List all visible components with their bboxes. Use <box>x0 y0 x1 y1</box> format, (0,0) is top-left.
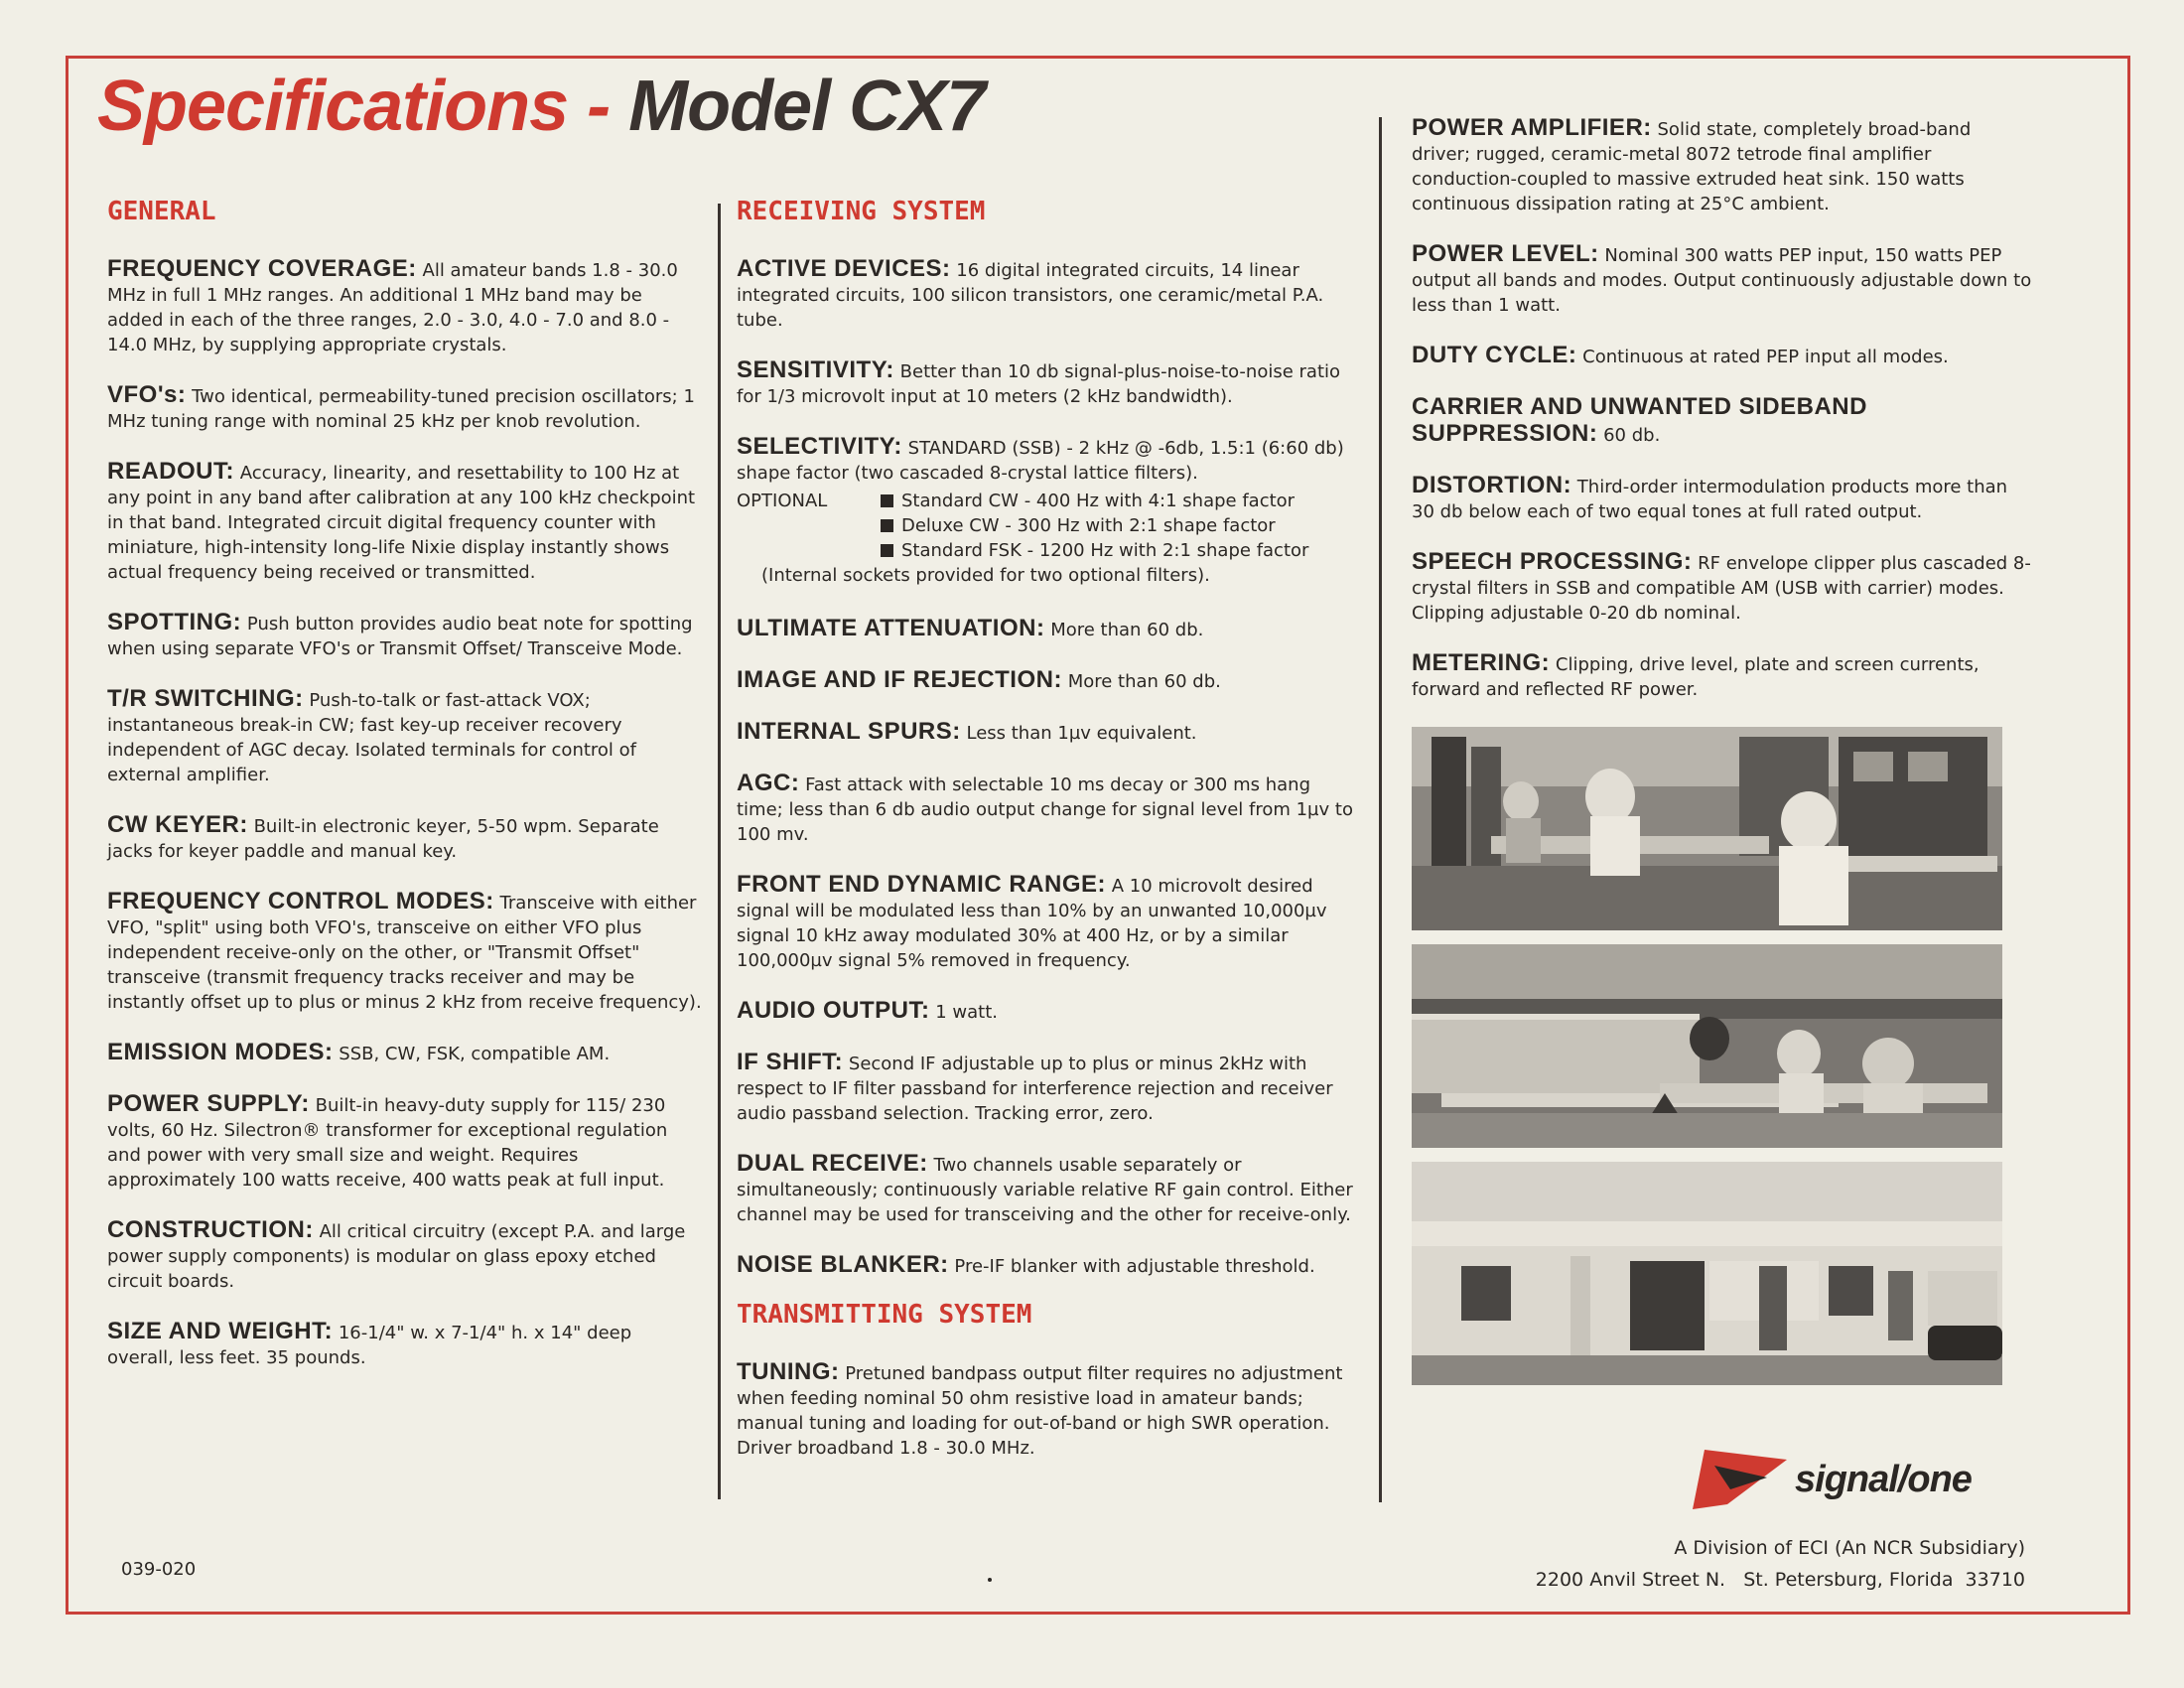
general-spec-entry-text: Accuracy, linearity, and resettability to 100 Hz at any point in any band after calibration at any 100 kHz checkpoint in that band. Integrated circuit digital frequency counter with miniature, high-intensity long-life Nixie display instantly shows actual frequency being received or transmitted. <box>107 463 696 583</box>
transmitter-spec-entry-text: Nominal 300 watts PEP input, 150 watts PEP output all bands and modes. Output continuously adjustable down to less than 1 watt. <box>1412 245 2032 316</box>
receiving-spec-entry-label: NOISE BLANKER: <box>737 1251 949 1278</box>
bullet-square-icon <box>881 544 893 557</box>
transmitter-spec-entry-label: METERING: <box>1412 649 1551 676</box>
optional-filter-text: Standard FSK - 1200 Hz with 2:1 shape factor <box>901 540 1309 561</box>
transmitting-spec-list <box>737 1359 1362 1461</box>
optional-note: (Internal sockets provided for two optional filters). <box>761 565 1210 586</box>
general-spec-entry-label: FREQUENCY COVERAGE: <box>107 255 417 282</box>
general-spec-entry <box>107 382 703 434</box>
general-spec-entry-text: Built-in heavy-duty supply for 115/ 230 volts, 60 Hz. Silectron® transformer for exceptional regulation and power with very small size and weight. Requires approximately 100 watts receive, 400 watts peak at full input. <box>107 1095 668 1191</box>
general-spec-entry-text: All critical circuitry (except P.A. and large power supply components) is modular on glass epoxy etched circuit boards. <box>107 1221 686 1292</box>
catalog-code: 039-020 <box>121 1559 197 1580</box>
receiving-spec-entry-label: AUDIO OUTPUT: <box>737 997 930 1024</box>
transmitter-spec-entry <box>1412 650 2032 702</box>
assembly-line-photo <box>1412 944 2002 1148</box>
general-spec-entry-label: EMISSION MODES: <box>107 1039 334 1065</box>
receiving-spec-list-a <box>737 256 1362 486</box>
transmitting-spec-entry <box>737 1359 1362 1461</box>
general-spec-entry-text: All amateur bands 1.8 - 30.0 MHz in full 1 MHz ranges. An additional 1 MHz band may be added in each of the three ranges, 2.0 - 3.0, 4.0 - 7.0 and 8.0 - 14.0 MHz, by supplying appropriate crystals. <box>107 260 678 355</box>
transmitter-spec-entry <box>1412 343 2032 369</box>
transmitter-spec-entry <box>1412 549 2032 626</box>
receiving-spec-entry <box>737 998 1362 1025</box>
receiving-spec-entry-text: A 10 microvolt desired signal will be modulated less than 10% by an unwanted 10,000µv signal 10 kHz away modulated 30% at 400 Hz, or by a similar 100,000µv signal 5% removed in frequency. <box>737 876 1327 971</box>
transmitter-spec-entry <box>1412 473 2032 524</box>
general-spec-entry-text: Push-to-talk or fast-attack VOX; instantaneous break-in CW; fast key-up receiver recovery independent of AGC decay. Isolated terminals for control of external amplifier. <box>107 690 637 785</box>
transmitter-spec-entry-label: CARRIER AND UNWANTED SIDEBAND SUPPRESSION: <box>1412 393 1867 447</box>
receiving-spec-entry-label: FRONT END DYNAMIC RANGE: <box>737 871 1106 898</box>
signal-one-logo <box>1693 1450 1972 1509</box>
receiving-spec-entry-text: More than 60 db. <box>1067 671 1221 692</box>
general-spec-entry <box>107 889 703 1015</box>
general-heading: GENERAL <box>107 197 216 226</box>
receiving-spec-entry-label: IF SHIFT: <box>737 1049 844 1075</box>
transmitter-spec-entry-text: Third-order intermodulation products more than 30 db below each of two equal tones at full rated output. <box>1412 477 2008 522</box>
general-spec-entry-label: SIZE AND WEIGHT: <box>107 1318 334 1344</box>
general-spec-entry-text: Two identical, permeability-tuned precision oscillators; 1 MHz tuning range with nominal 25 kHz per knob revolution. <box>107 386 695 432</box>
general-spec-entry-text: Push button provides audio beat note for spotting when using separate VFO's or Transmit Offset/ Transceive Mode. <box>107 614 693 659</box>
transmitter-spec-entry <box>1412 241 2032 318</box>
optional-label: OPTIONAL <box>737 491 828 511</box>
general-spec-entry-label: POWER SUPPLY: <box>107 1090 310 1117</box>
optional-filter-text: Deluxe CW - 300 Hz with 2:1 shape factor <box>901 515 1276 536</box>
receiving-spec-entry <box>737 719 1362 746</box>
receiving-spec-entry <box>737 771 1362 847</box>
optional-filter-item <box>881 538 1308 563</box>
general-spec-entry-text: Transceive with either VFO, "split" using both VFO's, transceive on either VFO plus independent receive-only on the other, or "Transmit Offset" transceive (transmit frequency tracks receiver and may be instantly offset up to plus or minus 2 kHz from receive frequency). <box>107 893 702 1013</box>
bullet-square-icon <box>881 519 893 532</box>
receiving-spec-entry-label: ULTIMATE ATTENUATION: <box>737 615 1045 641</box>
receiving-spec-entry <box>737 1151 1362 1227</box>
address-line: 2200 Anvil Street N. St. Petersburg, Florida 33710 <box>1535 1569 2025 1591</box>
general-spec-entry <box>107 812 703 864</box>
optional-filters <box>737 489 1362 588</box>
transmitter-column <box>1412 115 2032 1399</box>
receiving-spec-entry-text: Fast attack with selectable 10 ms decay or 300 ms hang time; less than 6 db audio output change for signal level from 1µv to 100 mv. <box>737 774 1353 845</box>
receiving-spec-list-b <box>737 616 1362 1279</box>
transmitting-heading: TRANSMITTING SYSTEM <box>737 1300 1032 1330</box>
transmitter-spec-entry <box>1412 115 2032 216</box>
transmitter-spec-list <box>1412 115 2032 702</box>
general-spec-entry-label: VFO's: <box>107 381 187 408</box>
transmitter-spec-entry-text: RF envelope clipper plus cascaded 8-crystal filters in SSB and compatible AM (USB with carrier) modes. Clipping adjustable 0-20 db nominal. <box>1412 553 2031 624</box>
general-spec-entry-label: CONSTRUCTION: <box>107 1216 314 1243</box>
general-spec-entry-text: 16-1/4" w. x 7-1/4" h. x 14" deep overall, less feet. 35 pounds. <box>107 1323 632 1368</box>
receiving-spec-entry <box>737 1252 1362 1279</box>
lab-photo <box>1412 727 2002 930</box>
general-spec-list <box>107 256 703 1370</box>
receiving-spec-entry-text: Pre-IF blanker with adjustable threshold. <box>954 1256 1315 1277</box>
receiving-spec-entry <box>737 256 1362 333</box>
general-spec-entry <box>107 610 703 661</box>
print-dot <box>988 1578 992 1582</box>
general-spec-entry-label: T/R SWITCHING: <box>107 685 304 712</box>
receiving-spec-entry-label: ACTIVE DEVICES: <box>737 255 951 282</box>
general-spec-entry <box>107 1319 703 1370</box>
receiving-spec-entry <box>737 616 1362 642</box>
logo-text: signal/one <box>1795 1458 1972 1500</box>
general-spec-entry-text: Built-in electronic keyer, 5-50 wpm. Separate jacks for keyer paddle and manual key. <box>107 816 659 862</box>
division-line: A Division of ECI (An NCR Subsidiary) <box>1674 1537 2025 1559</box>
transmitter-spec-entry <box>1412 394 2032 448</box>
transmitter-spec-entry-label: DUTY CYCLE: <box>1412 342 1577 368</box>
general-spec-entry <box>107 1217 703 1294</box>
receiving-spec-entry-label: SELECTIVITY: <box>737 433 902 460</box>
page-title <box>97 66 985 147</box>
receiving-spec-entry-label: IMAGE AND IF REJECTION: <box>737 666 1062 693</box>
receiving-spec-entry <box>737 667 1362 694</box>
general-spec-entry-label: READOUT: <box>107 458 234 485</box>
receiving-spec-entry-label: DUAL RECEIVE: <box>737 1150 928 1177</box>
receiving-spec-entry-text: Two channels usable separately or simultaneously; continuously variable relative RF gain control. Either channel may be used for transceiving and the other for receive-only. <box>737 1155 1353 1225</box>
general-spec-entry <box>107 1091 703 1193</box>
optional-filter-text: Standard CW - 400 Hz with 4:1 shape factor <box>901 491 1296 511</box>
receiving-spec-entry-text: Second IF adjustable up to plus or minus 2kHz with respect to IF filter passband for interference rejection and receiver audio passband selection. Tracking error, zero. <box>737 1054 1333 1124</box>
receiving-spec-entry <box>737 872 1362 973</box>
general-spec-entry-label: FREQUENCY CONTROL MODES: <box>107 888 494 914</box>
receiving-spec-entry-text: Better than 10 db signal-plus-noise-to-noise ratio for 1/3 microvolt input at 10 meters (2 kHz bandwidth). <box>737 361 1341 407</box>
general-spec-entry-label: CW KEYER: <box>107 811 248 838</box>
transmitting-spec-entry-text: Pretuned bandpass output filter requires no adjustment when feeding nominal 50 ohm resistive load in amateur bands; manual tuning and loading for out-of-band or high SWR operation. Driver broadband 1.8 - 30.0 MHz. <box>737 1363 1343 1459</box>
general-spec-entry <box>107 1040 703 1066</box>
receiving-spec-entry-label: INTERNAL SPURS: <box>737 718 961 745</box>
bullet-square-icon <box>881 494 893 507</box>
receiving-spec-entry-text: Less than 1µv equivalent. <box>966 723 1197 744</box>
column-divider-1 <box>718 204 721 1499</box>
receiving-spec-entry-text: More than 60 db. <box>1050 620 1204 640</box>
transmitter-spec-entry-label: SPEECH PROCESSING: <box>1412 548 1693 575</box>
title-model: Model CX7 <box>628 67 986 146</box>
general-column <box>107 197 703 1395</box>
receiving-spec-entry <box>737 357 1362 409</box>
title-specifications: Specifications - <box>97 67 629 146</box>
general-spec-entry-label: SPOTTING: <box>107 609 242 635</box>
receiving-spec-entry-text: STANDARD (SSB) - 2 kHz @ -6db, 1.5:1 (6:60 db) shape factor (two cascaded 8-crystal lattice filters). <box>737 438 1344 484</box>
receiving-spec-entry-label: AGC: <box>737 770 800 796</box>
building-photo <box>1412 1162 2002 1385</box>
receiving-spec-entry <box>737 434 1362 486</box>
optional-filter-list <box>881 489 1308 563</box>
transmitter-spec-entry-label: POWER AMPLIFIER: <box>1412 114 1652 141</box>
receiving-column <box>737 197 1362 1485</box>
receiving-spec-entry-label: SENSITIVITY: <box>737 356 894 383</box>
transmitting-spec-entry-label: TUNING: <box>737 1358 840 1385</box>
column-divider-2 <box>1379 117 1382 1502</box>
optional-filter-item <box>881 489 1308 513</box>
receiving-spec-entry-text: 1 watt. <box>935 1002 998 1023</box>
optional-filter-item <box>881 513 1308 538</box>
transmitter-spec-entry-text: 60 db. <box>1603 425 1661 446</box>
transmitter-spec-entry-label: DISTORTION: <box>1412 472 1572 498</box>
company-address <box>1536 1532 2025 1596</box>
transmitter-spec-entry-label: POWER LEVEL: <box>1412 240 1599 267</box>
general-spec-entry <box>107 686 703 787</box>
general-spec-entry <box>107 256 703 357</box>
transmitter-spec-entry-text: Continuous at rated PEP input all modes. <box>1582 347 1949 367</box>
general-spec-entry-text: SSB, CW, FSK, compatible AM. <box>339 1044 611 1064</box>
receiving-spec-entry <box>737 1050 1362 1126</box>
transmitter-spec-entry-text: Clipping, drive level, plate and screen currents, forward and reflected RF power. <box>1412 654 1979 700</box>
receiving-spec-entry-text: 16 digital integrated circuits, 14 linear integrated circuits, 100 silicon transistors, one ceramic/metal P.A. tube. <box>737 260 1324 331</box>
logo-flag-icon <box>1693 1450 1787 1509</box>
transmitter-spec-entry-text: Solid state, completely broad-band driver; rugged, ceramic-metal 8072 tetrode final amplifier conduction-coupled to massive extruded heat sink. 150 watts continuous dissipation rating at 25°C ambient. <box>1412 119 1972 214</box>
receiving-heading: RECEIVING SYSTEM <box>737 197 986 226</box>
general-spec-entry <box>107 459 703 585</box>
